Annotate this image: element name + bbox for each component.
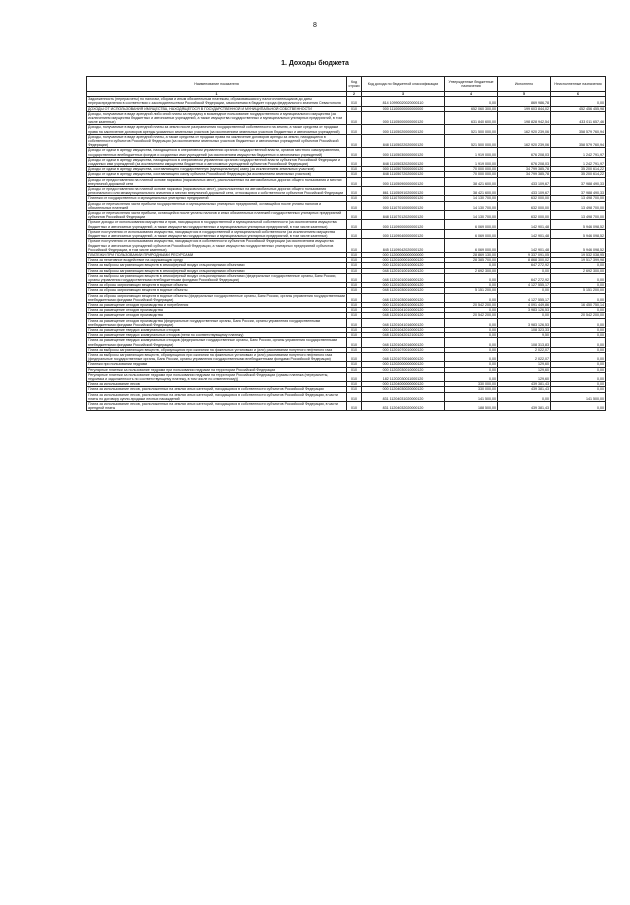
row-income-code: 048 11201041010000120 xyxy=(362,313,445,318)
row-unexecuted: 1 242 791,97 xyxy=(551,148,606,157)
row-unexecuted: 1 242 791,97 xyxy=(551,157,606,166)
row-income-code: 861 11105091020000120 xyxy=(362,187,445,196)
row-executed: 162 920 239,06 xyxy=(498,125,551,134)
row-income-code: 000 11201010010000120 xyxy=(362,263,445,268)
row-name: Доходы, получаемые в виде арендной платы за земли после разграничения государственной собственности на землю, а также средства от продажи права на заключение договоров аренды указанных земельных участков (за исключением земельных участков бюджетных и автономных учреждений) xyxy=(87,125,347,134)
row-income-code: 000 11105090000000120 xyxy=(362,177,445,186)
row-executed: 676 208,03 xyxy=(498,157,551,166)
row-line-code: 010 xyxy=(347,273,362,282)
row-line-code: 010 xyxy=(347,387,362,392)
row-income-code: 848 11105032020000120 xyxy=(362,157,445,166)
row-approved: 0,00 xyxy=(445,367,498,372)
row-unexecuted: 37 988 490,33 xyxy=(551,177,606,186)
table-row xyxy=(87,392,606,401)
table-row xyxy=(87,372,606,381)
row-executed: 2 022,07 xyxy=(498,347,551,352)
row-name: Плата за размещение отходов производства (федеральные государственные органы, Банк России, органы управления государственными внебюджетными фондами Российской Федерации) xyxy=(87,318,347,327)
row-executed: 632 000,00 xyxy=(498,196,551,201)
row-name: Доходы от предоставления на платной основе парковок (парковочных мест), расположенных на автомобильных дорогах общего пользования регионального или межмуниципального значения и местах внеуличной дорожной сети, относящихся к собственности субъектов Российской Федерации xyxy=(87,187,347,196)
column-number: 2 xyxy=(347,92,362,97)
row-approved: 0,00 xyxy=(445,333,498,338)
row-executed: 632 000,00 xyxy=(498,201,551,210)
row-income-code: 848 11105022020000120 xyxy=(362,134,445,148)
row-line-code: 010 xyxy=(347,293,362,302)
row-unexecuted: 35 200 614,22 xyxy=(551,167,606,172)
table-row xyxy=(87,134,606,148)
row-unexecuted: 358 579 760,94 xyxy=(551,134,606,148)
row-line-code: 010 xyxy=(347,157,362,166)
row-income-code: 048 11201030010000120 xyxy=(362,288,445,293)
row-executed: 34 799 385,78 xyxy=(498,172,551,177)
row-line-code: 010 xyxy=(347,196,362,201)
row-name: Плата за размещение отходов производства xyxy=(87,313,347,318)
row-income-code: 048 11201042016000120 xyxy=(362,338,445,347)
row-approved: 0,00 xyxy=(445,308,498,313)
row-approved: 0,00 xyxy=(445,338,498,347)
row-line-code: 010 xyxy=(347,220,362,229)
row-line-code: 010 xyxy=(347,392,362,401)
row-line-code: 010 xyxy=(347,288,362,293)
row-approved: 70 000 000,00 xyxy=(445,172,498,177)
table-row xyxy=(87,352,606,361)
row-line-code: 010 xyxy=(347,333,362,338)
row-income-code: 000 11107000000000120 xyxy=(362,196,445,201)
row-line-code: 010 xyxy=(347,382,362,387)
row-executed: 129,60 xyxy=(498,372,551,381)
table-row xyxy=(87,201,606,210)
row-approved: 0,00 xyxy=(445,263,498,268)
row-approved: 5 151 200,00 xyxy=(445,288,498,293)
row-income-code: 831 11204031020000120 xyxy=(362,392,445,401)
row-line-code: 010 xyxy=(347,313,362,318)
row-approved: 0,00 xyxy=(445,97,498,106)
row-name: Доходы от перечисления части прибыли государственных и муниципальных унитарных предприятий, остающейся после уплаты налогов и обязательных платежей xyxy=(87,201,347,210)
header-line-code: Код строки xyxy=(347,77,362,92)
row-income-code: 048 11201010010000120 xyxy=(362,268,445,273)
row-income-code: 845 11109042020000120 xyxy=(362,239,445,253)
row-line-code: 010 xyxy=(347,97,362,106)
row-income-code: 000 11109040000000120 xyxy=(362,229,445,238)
row-name: Плата за использование лесов xyxy=(87,382,347,387)
section-title: 1. Доходы бюджета xyxy=(281,60,349,67)
row-approved: 14 130 700,00 xyxy=(445,196,498,201)
row-approved: 0,00 xyxy=(445,372,498,381)
row-executed: 439 381,43 xyxy=(498,382,551,387)
row-line-code: 010 xyxy=(347,367,362,372)
row-approved: 521 500 000,00 xyxy=(445,134,498,148)
row-unexecuted: 0,00 xyxy=(551,333,606,338)
row-line-code: 010 xyxy=(347,268,362,273)
header-approved: Утвержденные бюджетные назначения xyxy=(445,77,498,92)
row-executed: 142 901,48 xyxy=(498,239,551,253)
row-income-code: 048 11201010016000120 xyxy=(362,273,445,282)
row-approved: 6 069 000,00 xyxy=(445,220,498,229)
row-income-code: 048 11201042012100120 xyxy=(362,333,445,338)
table-row xyxy=(87,318,606,327)
row-name: Прочие поступления от использования имущества, находящегося в государственной и муниципальной собственности (за исключением имущества бюджетных и автономных учреждений, а также имущества государственных и муниципальных унитарных предприятий, в том числе казенных) xyxy=(87,229,347,238)
row-unexecuted: 16 450 750,14 xyxy=(551,302,606,307)
header-unexecuted: Неисполненные назначения xyxy=(551,77,606,92)
row-line-code: 010 xyxy=(347,347,362,352)
row-income-code: 000 11201040010000120 xyxy=(362,302,445,307)
row-name: Плата за использование лесов, расположенных на землях иных категорий, находящихся в собственности субъектов Российской Федерации, в части платы по договору купли-продажи лесных насаждений xyxy=(87,392,347,401)
row-unexecuted: 19 532 038,95 xyxy=(551,252,606,257)
row-line-code: 010 xyxy=(347,352,362,361)
table-row xyxy=(87,293,606,302)
row-executed: 129,60 xyxy=(498,367,551,372)
row-income-code: 848 11105072020000120 xyxy=(362,172,445,177)
row-executed: 2 022,07 xyxy=(498,352,551,361)
row-executed: 632 000,00 xyxy=(498,211,551,220)
table-row xyxy=(87,273,606,282)
budget-income-table xyxy=(86,76,606,411)
row-executed: 0,00 xyxy=(498,392,551,401)
table-row xyxy=(87,111,606,125)
header-executed: Исполнено xyxy=(498,77,551,92)
row-line-code: 010 xyxy=(347,177,362,186)
header-indicator-name: Наименование показателя xyxy=(87,77,347,92)
row-approved: 188 500,00 xyxy=(445,402,498,411)
row-executed: 34 799 385,78 xyxy=(498,167,551,172)
row-unexecuted: 0,00 xyxy=(551,308,606,313)
row-income-code: 000 11105000000000120 xyxy=(362,111,445,125)
row-unexecuted: 5 151 200,00 xyxy=(551,288,606,293)
row-executed: 142 901,48 xyxy=(498,229,551,238)
table-row xyxy=(87,157,606,166)
row-name: Доходы от предоставления на платной основе парковок (парковочных мест), расположенных на автомобильных дорогах общего пользования и местах внеуличной дорожной сети xyxy=(87,177,347,186)
row-approved: 20 542 200,00 xyxy=(445,313,498,318)
row-line-code: 010 xyxy=(347,252,362,257)
column-number: 4 xyxy=(445,92,498,97)
row-approved: 70 000 000,00 xyxy=(445,167,498,172)
row-approved: 38 421 600,00 xyxy=(445,177,498,186)
row-executed: 647 272,92 xyxy=(498,273,551,282)
row-executed: 4 127 555,17 xyxy=(498,293,551,302)
row-unexecuted: 0,00 xyxy=(551,283,606,288)
row-name: Плата за выбросы загрязняющих веществ, образующихся при сжигании на факельных установках и (или) рассеивании попутного нефтяного газа xyxy=(87,347,347,352)
row-line-code: 010 xyxy=(347,338,362,347)
row-unexecuted: 0,00 xyxy=(551,367,606,372)
row-name: Плата за сбросы загрязняющих веществ в водные объекты xyxy=(87,288,347,293)
row-income-code: 000 11107010000000120 xyxy=(362,201,445,210)
row-unexecuted: 0,00 xyxy=(551,327,606,332)
row-income-code: 831 11204032020000120 xyxy=(362,402,445,411)
row-income-code: 000 11201030010000120 xyxy=(362,283,445,288)
row-name: Прочие доходы от использования имущества и прав, находящихся в государственной и муниципальной собственности (за исключением имущества бюджетных и автономных учреждений, а также имущества государственных и муниципальных унитарных предприятий, в том числе казенных) xyxy=(87,220,347,229)
row-name: Плата за размещение твердых коммунальных отходов (пени по соответствующему платежу) xyxy=(87,333,347,338)
table-row xyxy=(87,220,606,229)
table-row xyxy=(87,187,606,196)
row-income-code: 000 11202030010000120 xyxy=(362,367,445,372)
row-name: Плата за размещение твердых коммунальных отходов (федеральные государственные органы, Банк России, органы управления государственными внебюджетными фондами Российской Федерации) xyxy=(87,338,347,347)
row-line-code: 010 xyxy=(347,111,362,125)
row-line-code: 010 xyxy=(347,229,362,238)
row-approved: 0,00 xyxy=(445,352,498,361)
row-executed: 198 828 942,54 xyxy=(498,111,551,125)
row-unexecuted: 5 946 098,52 xyxy=(551,229,606,238)
column-number: 1 xyxy=(87,92,347,97)
row-income-code: 000 11200000000000000 xyxy=(362,252,445,257)
row-name: Плата за сбросы загрязняющих веществ в водные объекты xyxy=(87,283,347,288)
row-approved: 0,00 xyxy=(445,347,498,352)
row-name: Плата за размещение отходов производства xyxy=(87,308,347,313)
row-income-code: 000 11204030020000120 xyxy=(362,387,445,392)
row-name: Регулярные платежи за пользование недрами при пользовании недрами на территории Российской Федерации xyxy=(87,367,347,372)
row-approved: 0,00 xyxy=(445,293,498,302)
row-unexecuted: 433 011 657,46 xyxy=(551,111,606,125)
row-name: Плата за использование лесов, расположенных на землях иных категорий, находящихся в собственности субъектов Российской Федерации xyxy=(87,387,347,392)
row-income-code: 000 11105070000000120 xyxy=(362,167,445,172)
row-income-code: 000 11201070010000120 xyxy=(362,347,445,352)
row-approved: 2 692 300,00 xyxy=(445,268,498,273)
row-executed: 439 381,43 xyxy=(498,402,551,411)
table-row xyxy=(87,177,606,186)
column-number: 3 xyxy=(362,92,445,97)
header-income-code: Код дохода по бюджетной классификации xyxy=(362,77,445,92)
row-line-code: 010 xyxy=(347,134,362,148)
row-unexecuted: 0,00 xyxy=(551,362,606,367)
row-approved: 28 869 130,00 xyxy=(445,252,498,257)
column-number: 5 xyxy=(498,92,551,97)
row-name: Плата за выбросы загрязняющих веществ в атмосферный воздух стационарными объектами xyxy=(87,268,347,273)
table-row xyxy=(87,148,606,157)
row-unexecuted: 0,00 xyxy=(551,372,606,381)
row-name: Платежи при пользовании недрами xyxy=(87,362,347,367)
row-line-code: 010 xyxy=(347,148,362,157)
row-unexecuted: 0,00 xyxy=(551,318,606,327)
row-line-code: 010 xyxy=(347,302,362,307)
row-income-code: 000 11201000010000120 xyxy=(362,258,445,263)
row-income-code: 000 11105030000000120 xyxy=(362,148,445,157)
row-executed: 9,50 xyxy=(498,333,551,338)
row-executed: 9 337 091,05 xyxy=(498,252,551,257)
row-executed: 129,60 xyxy=(498,362,551,367)
row-income-code: 048 11201030016000120 xyxy=(362,293,445,302)
row-line-code: 010 xyxy=(347,201,362,210)
row-executed: 162 920 239,06 xyxy=(498,134,551,148)
row-approved: 20 542 200,00 xyxy=(445,302,498,307)
row-unexecuted: 358 579 760,94 xyxy=(551,125,606,134)
row-unexecuted: 13 498 700,00 xyxy=(551,201,606,210)
row-approved: 14 130 700,00 xyxy=(445,201,498,210)
table-row xyxy=(87,239,606,253)
row-executed: 8 868 300,02 xyxy=(498,258,551,263)
row-income-code: 000 11109000000000120 xyxy=(362,220,445,229)
row-unexecuted: 5 946 098,52 xyxy=(551,220,606,229)
row-name: Доходы от сдачи в аренду имущества, составляющего казну субъекта Российской Федерации (за исключением земельных участков) xyxy=(87,172,347,177)
row-unexecuted: 37 988 490,33 xyxy=(551,187,606,196)
row-unexecuted: 0,00 xyxy=(551,402,606,411)
row-unexecuted: 0,00 xyxy=(551,293,606,302)
row-approved: 0,00 xyxy=(445,283,498,288)
row-line-code: 010 xyxy=(347,172,362,177)
row-executed: 0,00 xyxy=(498,313,551,318)
row-name: Платежи от государственных и муниципальных унитарных предприятий xyxy=(87,196,347,201)
row-unexecuted: 13 498 700,00 xyxy=(551,196,606,201)
row-name: Доходы от сдачи в аренду имущества, находящегося в оперативном управлении органов государственной власти, органов местного самоуправления, государственных внебюджетных фондов и созданных ими учреждений (за исключением имущества бюджетных и автономных учреждений) xyxy=(87,148,347,157)
row-name: Плата за размещение твердых коммунальных отходов xyxy=(87,327,347,332)
row-unexecuted: 0,00 xyxy=(551,382,606,387)
row-unexecuted: 0,00 xyxy=(551,273,606,282)
row-name: Плата за использование лесов, расположенных на землях иных категорий, находящихся в собственности субъектов Российской Федерации, в части арендной платы xyxy=(87,402,347,411)
row-line-code: 010 xyxy=(347,318,362,327)
row-executed: 4 127 555,17 xyxy=(498,283,551,288)
row-line-code: 010 xyxy=(347,362,362,367)
table-row xyxy=(87,97,606,106)
row-line-code: 010 xyxy=(347,106,362,111)
row-approved: 38 421 600,00 xyxy=(445,187,498,196)
row-executed: 433 109,67 xyxy=(498,177,551,186)
table-row xyxy=(87,211,606,220)
row-approved: 1 919 000,00 xyxy=(445,157,498,166)
row-name: Доходы, получаемые в виде арендной либо иной платы за передачу в возмездное пользование государственного и муниципального имущества (за исключением имущества бюджетных и автономных учреждений, а также имущества государственных и муниципальных унитарных предприятий, в том числе казенных) xyxy=(87,111,347,125)
row-name: Плата за выбросы загрязняющих веществ в атмосферный воздух стационарными объектами xyxy=(87,263,347,268)
row-unexecuted: 141 500,00 xyxy=(551,392,606,401)
row-unexecuted: 0,00 xyxy=(551,338,606,347)
table-row xyxy=(87,125,606,134)
row-approved: 1 919 000,00 xyxy=(445,148,498,157)
row-name: Плата за сбросы загрязняющих веществ в водные объекты (федеральные государственные органы, Банк России, органы управления государственными внебюджетными фондами Российской Федерации) xyxy=(88,293,345,302)
row-unexecuted: 35 200 614,22 xyxy=(551,172,606,177)
row-approved: 14 130 700,00 xyxy=(445,211,498,220)
row-executed: 199 603 844,02 xyxy=(498,106,551,111)
row-income-code: 000 11201041010000120 xyxy=(362,308,445,313)
row-income-code: 814 10990020020000110 xyxy=(362,97,445,106)
row-line-code: 010 xyxy=(347,308,362,313)
row-approved: 141 500,00 xyxy=(445,392,498,401)
row-executed: 108 323,33 xyxy=(498,327,551,332)
table-row xyxy=(87,229,606,238)
row-income-code: 048 11201070016000120 xyxy=(362,352,445,361)
row-income-code: 048 11201041016000120 xyxy=(362,318,445,327)
row-name: Плата за выбросы загрязняющих веществ в атмосферный воздух стационарными объектами (федеральные государственные органы, Банк России, органы управления государственными внебюджетными фондами Российской Федерации) xyxy=(87,273,347,282)
row-unexecuted: 0,00 xyxy=(551,352,606,361)
table-row xyxy=(87,402,606,411)
row-unexecuted: 0,00 xyxy=(551,347,606,352)
row-name: Задолженность (перерасчеты) по налогам, сборам и иным обязательным платежам, образовавшаяся у налогоплательщиков до даты перераспределения в соответствии с законодательством Российской Федерации, зачисляемая в бюджет города федерального значения Севастополя xyxy=(87,97,347,106)
row-approved: 652 060 300,00 xyxy=(445,106,498,111)
row-line-code: 010 xyxy=(347,211,362,220)
row-unexecuted: 20 542 200,00 xyxy=(551,313,606,318)
row-approved: 0,00 xyxy=(445,327,498,332)
row-unexecuted: 13 498 700,00 xyxy=(551,211,606,220)
row-income-code: 000 11202000000000120 xyxy=(362,362,445,367)
row-name: Регулярные платежи за пользование недрами при пользовании недрами на территории Российской Федерации (суммы платежа (перерасчеты, недоимка и задолженность по соответствующему платежу, в том числе по отмененному)) xyxy=(87,372,347,381)
row-unexecuted: 0,00 xyxy=(551,263,606,268)
row-name: ПЛАТЕЖИ ПРИ ПОЛЬЗОВАНИИ ПРИРОДНЫМИ РЕСУРСАМИ xyxy=(87,252,347,257)
row-unexecuted: 2 692 300,00 xyxy=(551,268,606,273)
row-unexecuted: 19 517 399,98 xyxy=(551,258,606,263)
row-name: Плата за размещение отходов производства и потребления xyxy=(87,302,347,307)
row-approved: 521 500 000,00 xyxy=(445,125,498,134)
row-line-code: 010 xyxy=(347,125,362,134)
row-line-code: 010 xyxy=(347,283,362,288)
row-name: Доходы от перечисления части прибыли, остающейся после уплаты налогов и иных обязательных платежей государственных унитарных предприятий субъектов Российской Федерации xyxy=(87,211,347,220)
row-line-code: 010 xyxy=(347,327,362,332)
row-line-code: 010 xyxy=(347,167,362,172)
table-header-row xyxy=(87,77,606,92)
row-approved: 0,00 xyxy=(445,362,498,367)
page-number: 8 xyxy=(313,22,317,29)
row-approved: 330 000,00 xyxy=(445,382,498,387)
row-executed: 869 986,78 xyxy=(498,97,551,106)
row-executed: 108 313,83 xyxy=(498,338,551,347)
row-approved: 330 000,00 xyxy=(445,387,498,392)
row-name: Доходы, получаемые в виде арендной платы, а также средства от продажи права на заключение договоров аренды за земли, находящиеся в собственности субъектов Российской Федерации (за исключением земельных участков бюджетных и автономных учреждений субъектов Российской Федерации) xyxy=(87,134,347,148)
row-approved: 6 069 000,00 xyxy=(445,239,498,253)
row-executed: 647 272,92 xyxy=(498,263,551,268)
row-line-code: 010 xyxy=(347,263,362,268)
row-executed: 4 091 449,86 xyxy=(498,302,551,307)
table-row xyxy=(87,338,606,347)
row-name: Прочие поступления от использования имущества, находящегося в собственности субъектов Российской Федерации (за исключением имущества бюджетных и автономных учреждений субъектов Российской Федерации, а также имущества государственных унитарных предприятий субъектов Российской Федерации, в том числе казенных) xyxy=(87,239,347,253)
row-name: ДОХОДЫ ОТ ИСПОЛЬЗОВАНИЯ ИМУЩЕСТВА, НАХОДЯЩЕГОСЯ В ГОСУДАРСТВЕННОЙ И МУНИЦИПАЛЬНОЙ СОБСТВЕННОСТИ xyxy=(87,106,347,111)
row-approved: 0,00 xyxy=(445,273,498,282)
row-executed: 676 208,03 xyxy=(498,148,551,157)
table-body xyxy=(87,97,606,411)
row-line-code: 010 xyxy=(347,402,362,411)
row-name: Доходы от сдачи в аренду имущества, составляющего государственную (муниципальную) казну (за исключением земельных участков) xyxy=(87,167,347,172)
row-unexecuted: 0,00 xyxy=(551,387,606,392)
row-executed: 439 381,43 xyxy=(498,387,551,392)
row-line-code: 010 xyxy=(347,258,362,263)
row-unexecuted: 5 946 098,52 xyxy=(551,239,606,253)
row-approved: 28 385 700,00 xyxy=(445,258,498,263)
row-income-code: 000 11204000000000120 xyxy=(362,382,445,387)
row-line-code: 010 xyxy=(347,239,362,253)
row-executed: 0,00 xyxy=(498,288,551,293)
row-name: Плата за негативное воздействие на окружающую среду xyxy=(87,258,347,263)
row-approved: 631 840 600,00 xyxy=(445,111,498,125)
row-executed: 3 983 126,53 xyxy=(498,318,551,327)
row-unexecuted: 452 456 455,98 xyxy=(551,106,606,111)
row-line-code: 010 xyxy=(347,372,362,381)
row-name: Доходы от сдачи в аренду имущества, находящегося в оперативном управлении органов государственной власти субъектов Российской Федерации и созданных ими учреждений (за исключением имущества бюджетных и автономных учреждений субъектов Российской Федерации) xyxy=(87,157,347,166)
row-executed: 433 109,67 xyxy=(498,187,551,196)
row-executed: 142 901,48 xyxy=(498,220,551,229)
row-approved: 6 069 000,00 xyxy=(445,229,498,238)
row-income-code: 182 11202030011000120 xyxy=(362,372,445,381)
row-executed: 0,00 xyxy=(498,268,551,273)
row-income-code: 000 11100000000000000 xyxy=(362,106,445,111)
row-line-code: 010 xyxy=(347,187,362,196)
row-income-code: 848 11107012020000120 xyxy=(362,211,445,220)
row-income-code: 000 11201042010000120 xyxy=(362,327,445,332)
row-approved: 0,00 xyxy=(445,318,498,327)
column-number: 6 xyxy=(551,92,606,97)
row-executed: 3 983 126,53 xyxy=(498,308,551,313)
row-income-code: 000 11105020000000120 xyxy=(362,125,445,134)
row-name: Плата за выбросы загрязняющих веществ, образующихся при сжигании на факельных установках и (или) рассеивании попутного нефтяного газа (федеральные государственные органы, Банк России, органы управления государственными внебюджетными фондами Российской Федерации) xyxy=(87,352,347,361)
row-unexecuted: 0,00 xyxy=(551,97,606,106)
